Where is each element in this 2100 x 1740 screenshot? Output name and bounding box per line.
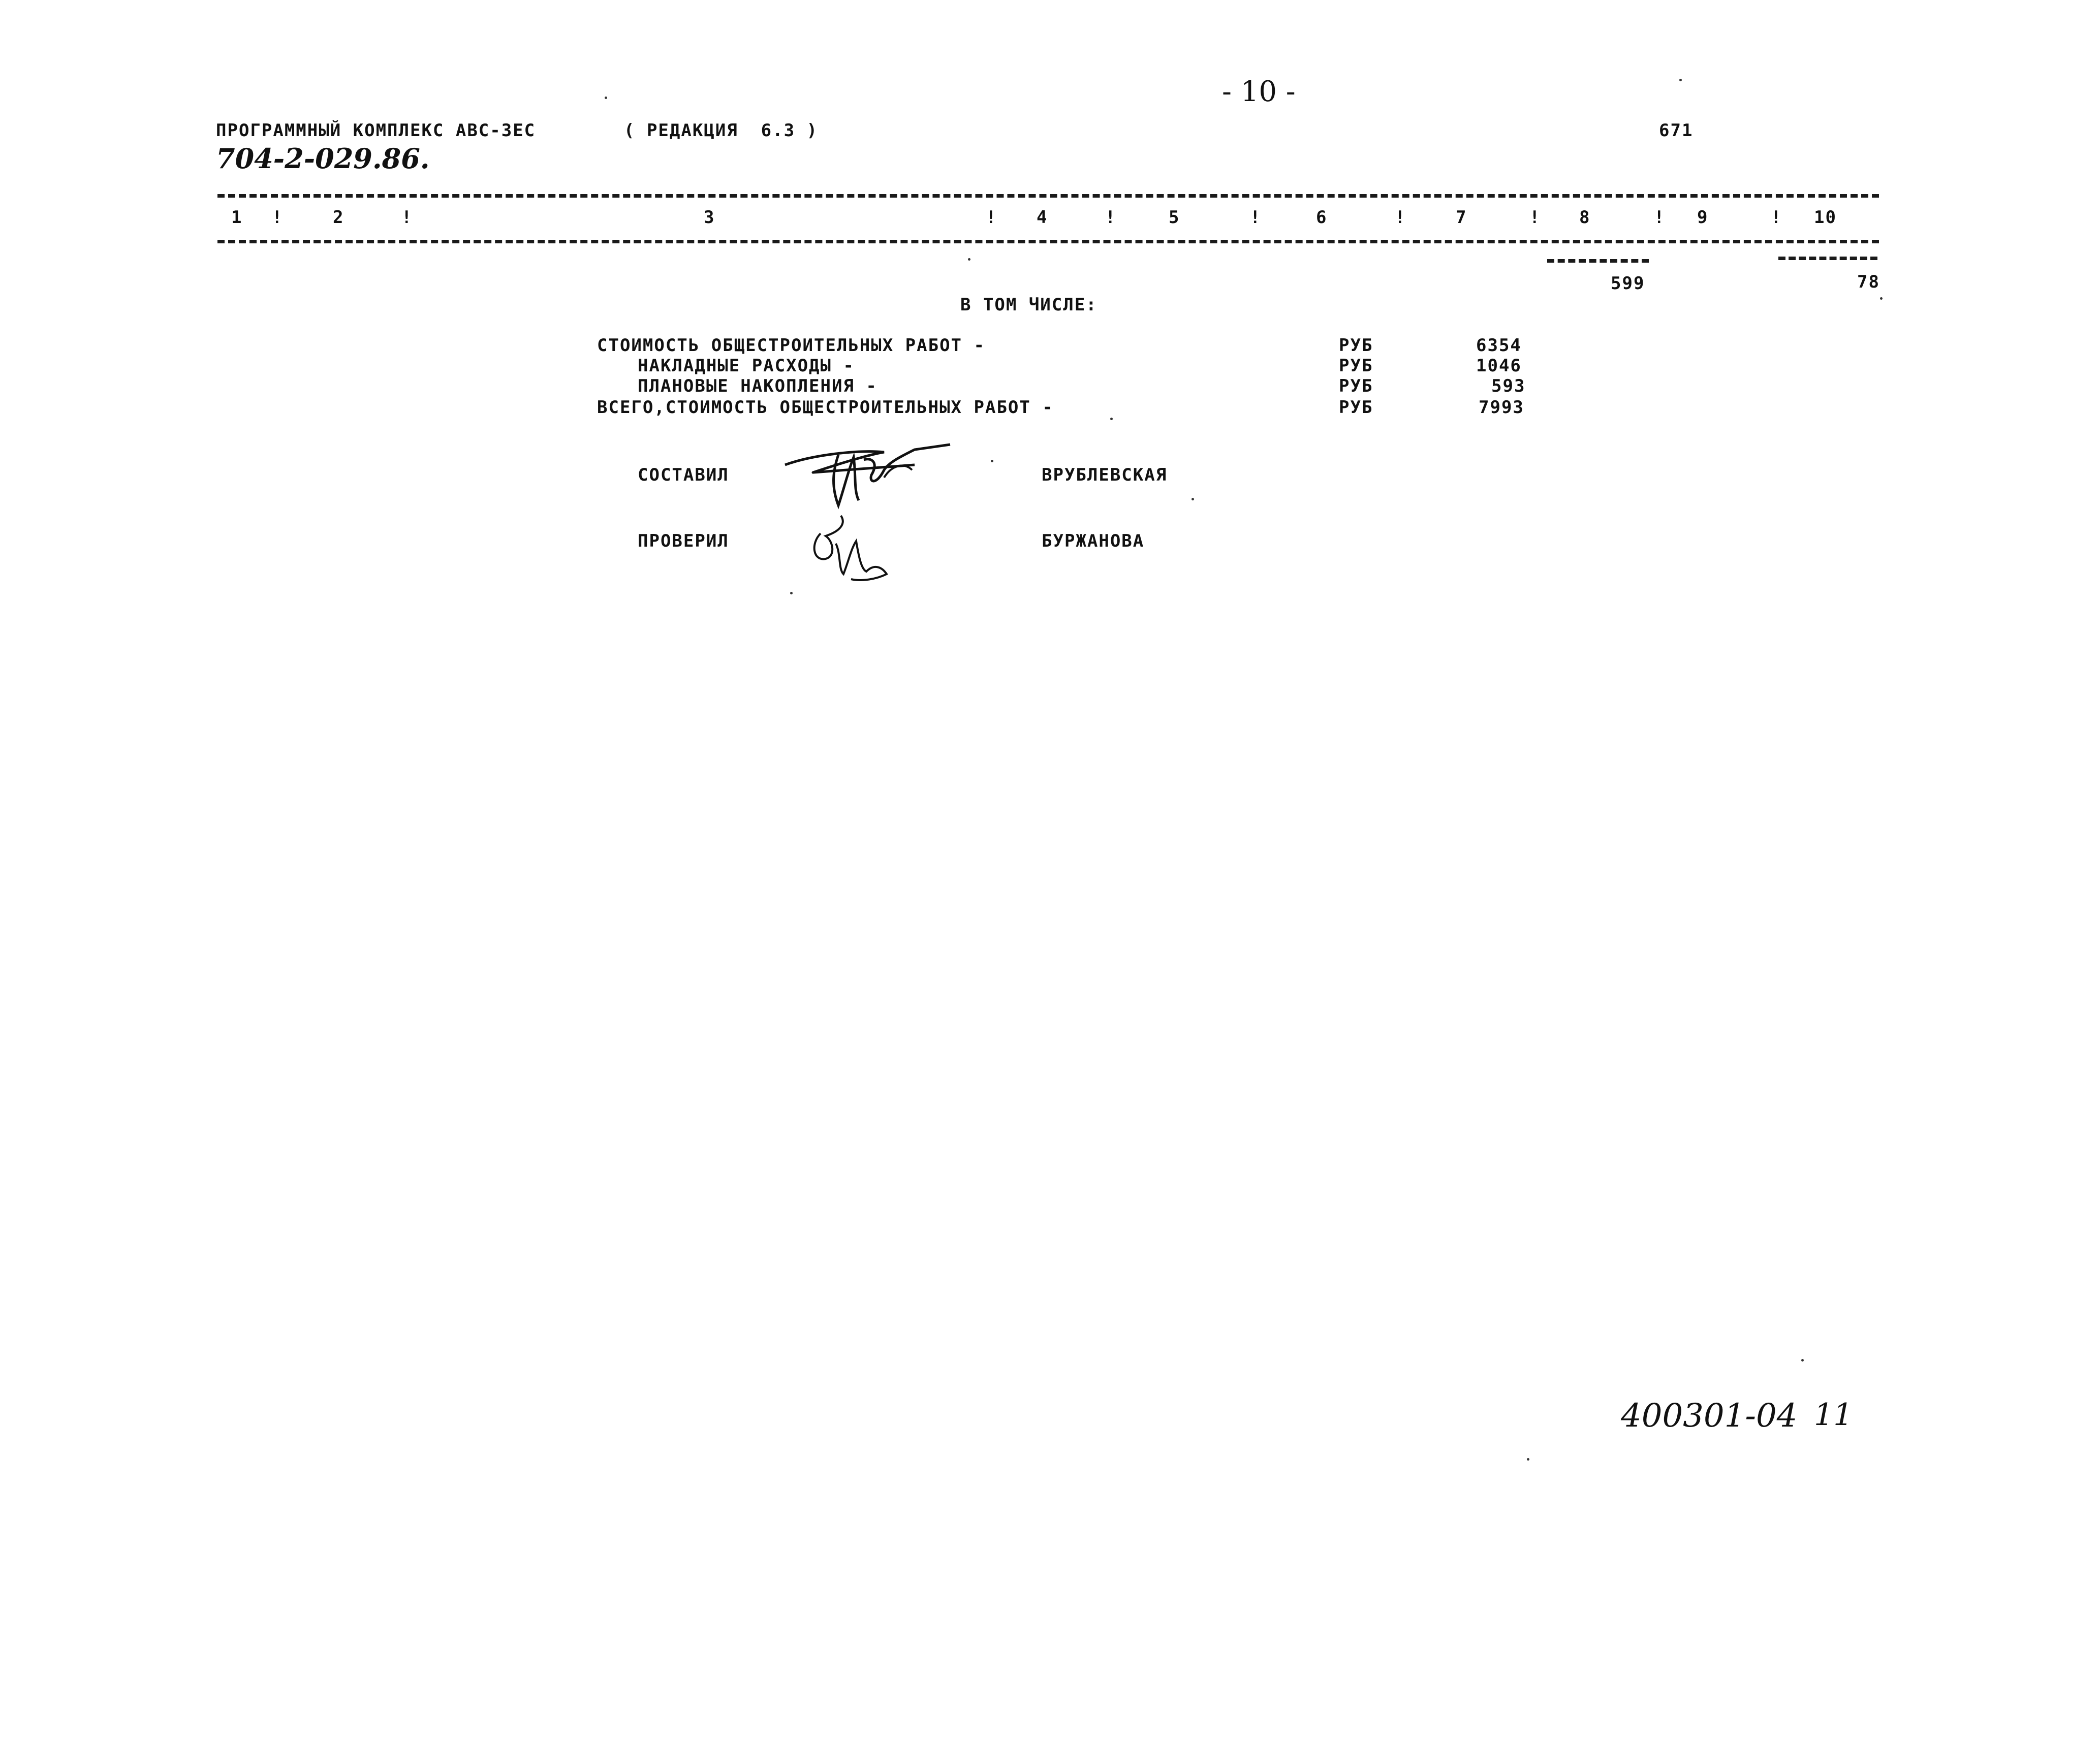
column-divider: ! bbox=[272, 207, 284, 228]
total-col8: 599 bbox=[1611, 273, 1645, 294]
scan-speck bbox=[1527, 1458, 1529, 1461]
summary-row-label: ВСЕГО,СТОИМОСТЬ ОБЩЕСТРОИТЕЛЬНЫХ РАБОТ - bbox=[597, 397, 1054, 418]
column-divider: ! bbox=[401, 207, 413, 228]
scan-speck bbox=[1192, 498, 1194, 500]
column-divider: ! bbox=[1771, 207, 1782, 228]
column-header-3: 3 bbox=[704, 207, 715, 228]
total-underline-col8 bbox=[1547, 259, 1649, 263]
column-divider: ! bbox=[1395, 207, 1406, 228]
compiled-signature-image bbox=[782, 434, 955, 511]
column-header-8: 8 bbox=[1579, 207, 1591, 228]
column-divider: ! bbox=[986, 207, 997, 228]
revision-label: ( РЕДАКЦИЯ 6.3 ) bbox=[624, 120, 818, 141]
table-top-rule bbox=[217, 194, 1879, 198]
compiled-by-label: СОСТАВИЛ bbox=[638, 465, 729, 485]
column-header-6: 6 bbox=[1316, 207, 1328, 228]
column-header-4: 4 bbox=[1037, 207, 1048, 228]
scan-speck bbox=[1110, 418, 1113, 420]
scan-speck bbox=[605, 97, 607, 99]
sheet-mark: 11 bbox=[1814, 1397, 1853, 1433]
column-header-2: 2 bbox=[333, 207, 344, 228]
summary-row-label: ПЛАНОВЫЕ НАКОПЛЕНИЯ - bbox=[638, 376, 877, 396]
summary-row-unit: РУБ bbox=[1339, 356, 1373, 376]
scan-speck bbox=[991, 460, 993, 462]
checked-by-name: БУРЖАНОВА bbox=[1042, 531, 1145, 551]
table-bottom-rule bbox=[217, 240, 1879, 243]
column-divider: ! bbox=[1529, 207, 1541, 228]
total-col10: 78 bbox=[1857, 272, 1880, 292]
sheet-code: 671 bbox=[1659, 120, 1694, 141]
scan-speck bbox=[1880, 297, 1883, 300]
summary-row-label: СТОИМОСТЬ ОБЩЕСТРОИТЕЛЬНЫХ РАБОТ - bbox=[597, 335, 985, 356]
column-header-5: 5 bbox=[1169, 207, 1180, 228]
inventory-code: 400301-04 bbox=[1621, 1397, 1798, 1435]
program-title: ПРОГРАММНЫЙ КОМПЛЕКС АВС-3ЕС bbox=[216, 120, 536, 141]
summary-row-unit: РУБ bbox=[1339, 335, 1373, 356]
checked-signature-image bbox=[805, 513, 892, 584]
summary-row-label: НАКЛАДНЫЕ РАСХОДЫ - bbox=[638, 356, 855, 376]
column-header-1: 1 bbox=[231, 207, 243, 228]
total-underline-col10 bbox=[1778, 257, 1877, 260]
summary-row-unit: РУБ bbox=[1339, 397, 1373, 418]
compiled-by-name: ВРУБЛЕВСКАЯ bbox=[1042, 465, 1168, 485]
column-divider: ! bbox=[1654, 207, 1666, 228]
column-divider: ! bbox=[1250, 207, 1262, 228]
summary-row-value: 593 bbox=[1491, 376, 1526, 396]
column-header-10: 10 bbox=[1814, 207, 1837, 228]
scan-speck bbox=[968, 258, 970, 261]
summary-heading: В ТОМ ЧИСЛЕ: bbox=[960, 295, 1098, 315]
column-header-7: 7 bbox=[1456, 207, 1467, 228]
summary-row-value: 6354 bbox=[1476, 335, 1522, 356]
scan-speck bbox=[1679, 79, 1682, 81]
project-number: 704-2-029.86. bbox=[216, 142, 430, 175]
scan-speck bbox=[790, 592, 793, 594]
column-divider: ! bbox=[1105, 207, 1117, 228]
summary-row-unit: РУБ bbox=[1339, 376, 1373, 396]
summary-row-value: 7993 bbox=[1479, 397, 1524, 418]
checked-by-label: ПРОВЕРИЛ bbox=[638, 531, 729, 551]
column-header-9: 9 bbox=[1697, 207, 1709, 228]
summary-row-value: 1046 bbox=[1476, 356, 1522, 376]
scan-speck bbox=[1801, 1359, 1804, 1362]
page-number: - 10 - bbox=[1222, 75, 1296, 108]
